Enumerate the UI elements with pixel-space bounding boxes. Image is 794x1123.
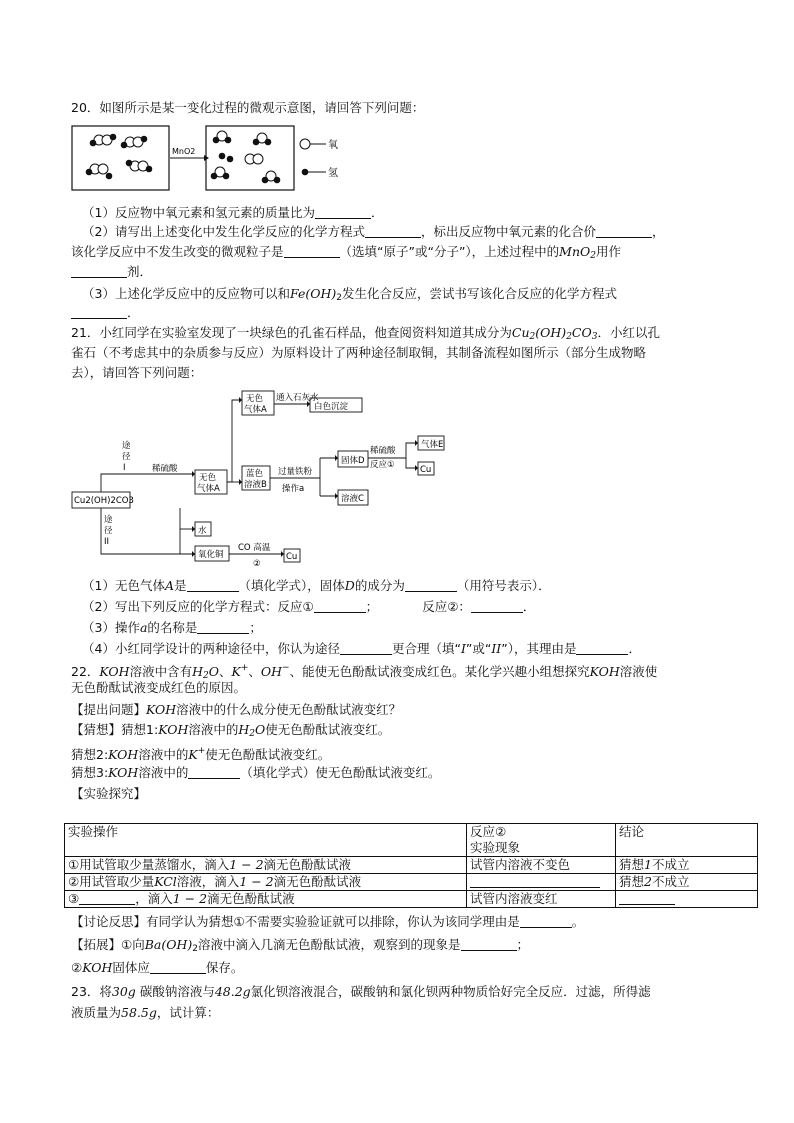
gasA-mid-1: 无色 [199, 473, 217, 483]
flow-co-heat: CO 高温 [238, 543, 271, 553]
q20-p3: （3）上述化学反应中的反应物可以和$Fe(OH)_2$发生化合反应，尝试书写该化合反应的化学方程式 [82, 286, 618, 303]
q22-discussion: 【讨论反思】有同学认为猜想①不需要实验验证就可以排除，你认为该同学理由是 。 [71, 914, 585, 929]
row2-conclusion: 猜想2不成立 [616, 874, 758, 891]
q22-extension1: 【拓展】①向$Ba(OH)_2$溶液中滴入几滴无色酚酞试液，观察到的现象是 ； [71, 937, 530, 954]
row3-conclusion [616, 891, 758, 908]
flow-white-ppt: 白色沉淀 [314, 402, 349, 412]
gasA-mid-2: 气体A [197, 484, 220, 494]
flow-acid1: 稀硫酸 [152, 464, 178, 474]
row2-observation [467, 874, 616, 891]
table-row [65, 891, 758, 908]
flow-iron: 过量铁粉 [278, 467, 313, 477]
gasA-top-2: 气体A [244, 405, 267, 415]
header-operation: 实验操作 [65, 824, 467, 857]
route2-char1: 途 [104, 515, 113, 525]
flow-gasE: 气体E [421, 440, 444, 450]
flow-cu2: Cu [286, 552, 298, 562]
q20-p1: （1）反应物中氧元素和氢元素的质量比为 ． [82, 205, 384, 220]
table-row [65, 857, 758, 874]
q21-line1: 21．小红同学在实验室发现了一块绿色的孔雀石样品，他查阅资料知道其成分为$Cu_2(OH)_2CO_3$．小红以孔 [71, 325, 660, 342]
row1-operation: ①用试管取少量蒸馏水，滴入1 − 2滴无色酚酞试液 [65, 857, 467, 874]
q22-guess2: 猜想2:KOH溶液中的K+使无色酚酞试液变红。 [71, 746, 331, 762]
route1-char2: 径 [122, 452, 131, 462]
q21-p3: （3）操作a的名称是 ； [82, 620, 262, 635]
flow-op-a: 操作a [282, 484, 305, 494]
header-observation: 反应② 实验现象 [467, 824, 616, 857]
flow-acid2: 稀硫酸 [370, 446, 396, 456]
gasA-top-1: 无色 [246, 394, 264, 404]
q20-p3-end: ． [71, 305, 140, 321]
route1-char3: I [123, 463, 126, 473]
q23-line2: 液质量为58.5g，试计算： [71, 1005, 220, 1020]
catalyst-label: MnO2 [172, 147, 196, 156]
route2-char2: 径 [104, 526, 113, 536]
q21-line3: 去），请回答下列问题： [71, 365, 203, 380]
q20-micro-diagram [70, 124, 360, 194]
q21-flowchart [70, 388, 470, 568]
row3-observation: 试管内溶液变红 [467, 891, 616, 908]
q21-line2: 雀石（不考虑其中的杂质参与反应）为原料设计了两种途径制取铜，其制备流程如图所示（部分生成物略 [71, 345, 647, 360]
row2-operation: ②用试管取少量KCl溶液，滴入1 − 2滴无色酚酞试液 [65, 874, 467, 891]
q22-extension2: ②KOH固体应 保存。 [71, 960, 244, 975]
q20-p2-end: 剂． [71, 264, 152, 280]
q22-line1: 22．KOH溶液中含有$H_2O$、K+、OH−、能使无色酚酞试液变成红色。某化学兴趣小组想探究KOH溶液使 [71, 663, 658, 681]
table-row [65, 874, 758, 891]
flow-solC: 溶液C [341, 494, 364, 504]
row3-operation: ③ ，滴入1 − 2滴无色酚酞试液 [65, 891, 467, 908]
flow-start: Cu2(OH)2CO3 [74, 496, 134, 506]
q22-exp-label: 【实验探究】 [71, 786, 147, 801]
blue-sol-2: 溶液B [244, 480, 267, 490]
q20-p2-cont: 该化学反应中不发生改变的微观粒子是 （选填“原子”或“分子”），上述过程中的MnO$_2$用作 [71, 244, 622, 261]
q23-line1: 23．将30g 碳酸钠溶液与48.2g氯化钡溶液混合，碳酸钠和氯化钡两种物质恰好完全反应．过滤，所得滤 [71, 984, 651, 999]
table-header-row [65, 824, 758, 857]
q20-stem: 20．如图所示是某一变化过程的微观示意图，请回答下列问题： [71, 100, 425, 115]
row1-conclusion: 猜想1不成立 [616, 857, 758, 874]
header-conclusion: 结论 [616, 824, 758, 857]
flow-react1: 反应① [370, 460, 395, 470]
flow-limewater: 通入石灰水 [276, 393, 319, 403]
flow-solidD: 固体D [341, 456, 365, 466]
q21-p1: （1）无色气体A是 （填化学式），固体D的成分为 （用符号表示）． [82, 578, 551, 593]
q21-p4: （4）小红同学设计的两种途径中，你认为途径 更合理（填“I”或“II”），其理由是 ． [82, 641, 641, 656]
q22-question: 【提出问题】KOH溶液中的什么成分使无色酚酞试液变红？ [71, 702, 402, 717]
row1-observation: 试管内溶液不变色 [467, 857, 616, 874]
q22-line2: 无色酚酞试液变成红色的原因。 [71, 680, 247, 695]
blue-sol-1: 蓝色 [246, 469, 264, 479]
flow-cu1: Cu [420, 465, 432, 475]
route1-char1: 途 [122, 441, 131, 451]
q22-guess3: 猜想3:KOH溶液中的 （填化学式）使无色酚酞试液变红。 [71, 765, 441, 780]
flow-cuo: 氧化铜 [198, 550, 224, 560]
legend-oxygen: 氧 [328, 140, 338, 151]
flow-water: 水 [198, 526, 207, 536]
legend-hydrogen: 氢 [328, 168, 338, 179]
q22-guess1: 【猜想】猜想1:KOH溶液中的$H_2O$使无色酚酞试液变红。 [71, 722, 391, 739]
q20-p2: （2）请写出上述变化中发生化学反应的化学方程式 ，标出反应物中氧元素的化合价 ， [82, 224, 665, 239]
route2-char3: II [104, 537, 110, 547]
experiment-table [64, 823, 758, 908]
flow-circ2: ② [253, 559, 261, 568]
q21-p2: （2）写出下列反应的化学方程式：反应① ； 反应②： ． [82, 599, 536, 614]
